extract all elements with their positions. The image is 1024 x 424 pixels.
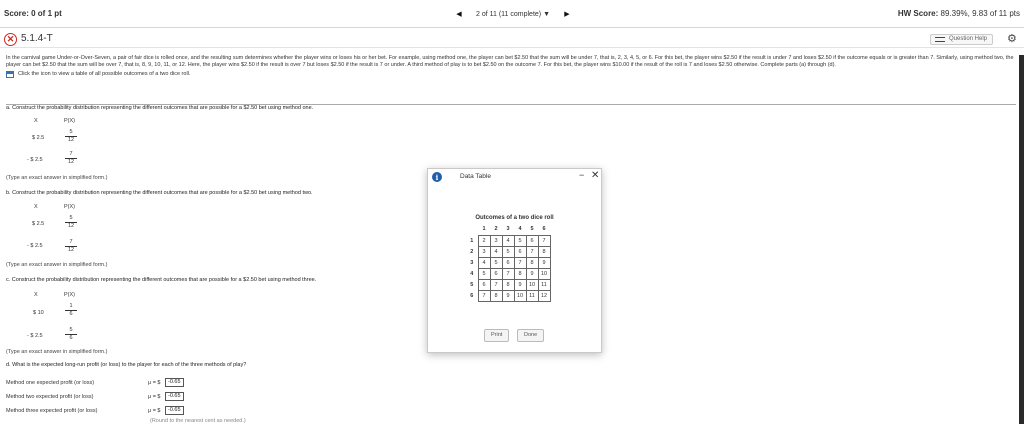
sum-cell: 9 — [514, 279, 526, 290]
part-c-prompt: c. Construct the probability distribution representing the different outcomes that are possible for a $2.50 bet using method three. — [6, 277, 317, 283]
sum-cell: 9 — [538, 257, 550, 268]
column-px-header: P(X) — [64, 204, 75, 210]
mu-symbol: μ = $ — [148, 408, 161, 414]
question-title-bar — [0, 30, 1024, 48]
dice-outcomes-table — [466, 224, 551, 302]
menu-icon — [935, 37, 945, 42]
sum-cell: 4 — [502, 235, 514, 246]
method-one-answer-input[interactable]: -0.65 — [165, 378, 184, 387]
method-three-answer-input[interactable]: -0.65 — [165, 406, 184, 415]
outcome-value: $ 2.5 — [32, 221, 45, 227]
sum-cell: 2 — [478, 235, 490, 246]
column-x-header: X — [34, 118, 38, 124]
mu-symbol: μ = $ — [148, 380, 161, 386]
sum-cell: 6 — [490, 268, 502, 279]
outcome-value: $ 10 — [33, 310, 44, 316]
die-two-value: 5 — [470, 281, 474, 288]
sum-cell: 7 — [514, 257, 526, 268]
column-px-header: P(X) — [64, 118, 75, 124]
sum-cell: 7 — [490, 279, 502, 290]
outcome-value: - $ 2.5 — [27, 157, 43, 163]
print-button[interactable]: Print — [484, 329, 509, 342]
done-button[interactable]: Done — [517, 329, 544, 342]
probability-answer[interactable]: $\frac{1}{6}$ — [65, 303, 77, 318]
probability-answer[interactable]: $\frac{5}{12}$ — [65, 215, 77, 230]
next-question-icon[interactable]: ▶ — [564, 11, 570, 18]
sum-cell: 8 — [490, 290, 502, 301]
sum-cell: 8 — [526, 257, 538, 268]
hw-score: HW Score: 89.39%, 9.83 of 11 pts — [897, 9, 1020, 18]
part-b-prompt: b. Construct the probability distribution representing the different outcomes that are possible for a $2.50 bet using method two. — [6, 190, 313, 196]
probability-answer[interactable]: $\frac{7}{12}$ — [65, 239, 77, 254]
sum-cell: 8 — [502, 279, 514, 290]
column-px-header: P(X) — [64, 292, 75, 298]
method-three-label: Method three expected profit (or loss) — [6, 408, 98, 414]
column-x-header: X — [34, 204, 38, 210]
die-one-value: 5 — [530, 226, 534, 233]
table-row — [466, 290, 550, 301]
die-one-value: 6 — [542, 226, 546, 233]
question-id: 5.1.4-T — [21, 33, 53, 44]
table-row — [466, 268, 550, 279]
sum-cell: 8 — [538, 246, 550, 257]
question-progress[interactable]: 2 of 11 (11 complete) ▼ — [476, 10, 550, 18]
sum-cell: 9 — [526, 268, 538, 279]
sum-cell: 4 — [490, 246, 502, 257]
table-row — [466, 279, 550, 290]
sum-cell: 7 — [502, 268, 514, 279]
table-row — [466, 235, 550, 246]
sum-cell: 10 — [538, 268, 550, 279]
sum-cell: 3 — [490, 235, 502, 246]
probability-answer[interactable]: $\frac{7}{12}$ — [65, 151, 77, 166]
sum-cell: 11 — [538, 279, 550, 290]
close-icon[interactable]: ✕ — [591, 170, 600, 181]
table-header-row — [466, 224, 550, 235]
score-label: Score: 0 of 1 pt — [4, 9, 62, 18]
sum-cell: 11 — [526, 290, 538, 301]
info-icon: i — [432, 172, 442, 182]
sum-cell: 10 — [514, 290, 526, 301]
table-row — [466, 257, 550, 268]
question-text: In the carnival game Under-or-Over-Seven, a pair of fair dice is rolled once, and the resulting sum determines whether the player wins or loses his or her bet. For example, using method one, the player can bet $2.50 that the sum will be under 7, that is, 2, 3, 4, 5, or 6. For this bet, the player wins $2.50 if the result is under 7 and loses $2.50 if the outcome equals or is greater than 7. Similarly, using method two, the player can bet $2.50 that the sum will be over 7, that is, 8, 9, 10, 11, or 12. Here, the player wins $2.50 if the result is over 7 but loses $2.50 if the result is 7 or under. A third method of play is to bet $2.50 on the outcome 7. For this bet, the player wins $10.00 if the result of the roll is 7 and loses $2.50 otherwise. Complete parts (a) through (d). — [6, 55, 1014, 68]
sum-cell: 6 — [478, 279, 490, 290]
divider — [6, 104, 1016, 105]
question-content — [6, 55, 1020, 78]
sum-cell: 5 — [502, 246, 514, 257]
outcome-value: - $ 2.5 — [27, 243, 43, 249]
method-one-label: Method one expected profit (or loss) — [6, 380, 95, 386]
scrollbar[interactable] — [1019, 55, 1024, 424]
die-two-value: 2 — [470, 248, 474, 255]
die-two-value: 4 — [470, 270, 474, 277]
minimize-icon[interactable]: − — [579, 170, 585, 180]
outcome-value: $ 2.5 — [32, 135, 45, 141]
part-d-prompt: d. What is the expected long-run profit (or loss) to the player for each of the three methods of play? — [6, 362, 247, 368]
die-one-value: 1 — [482, 226, 486, 233]
table-caption: Outcomes of a two dice roll — [475, 215, 554, 221]
sum-cell: 7 — [526, 246, 538, 257]
dialog-title: Data Table — [460, 173, 491, 180]
gear-icon[interactable]: ⚙ — [1007, 33, 1017, 45]
outcome-value: - $ 2.5 — [27, 333, 43, 339]
sum-cell: 3 — [478, 246, 490, 257]
top-bar — [0, 0, 1024, 28]
answer-format-note: (Type an exact answer in simplified form.) — [6, 262, 108, 268]
column-x-header: X — [34, 292, 38, 298]
answer-format-note: (Type an exact answer in simplified form.) — [6, 175, 108, 181]
sum-cell: 4 — [478, 257, 490, 268]
question-help-button[interactable]: Question Help — [930, 34, 993, 45]
die-two-value: 3 — [470, 259, 474, 266]
die-one-value: 4 — [518, 226, 522, 233]
sum-cell: 9 — [502, 290, 514, 301]
die-one-value: 2 — [494, 226, 498, 233]
dropdown-arrow-icon: ▼ — [543, 10, 550, 18]
data-table-dialog — [427, 168, 602, 353]
sum-cell: 6 — [526, 235, 538, 246]
sum-cell: 6 — [514, 246, 526, 257]
table-icon[interactable] — [6, 71, 14, 78]
previous-question-icon[interactable]: ◀ — [456, 11, 462, 18]
sum-cell: 5 — [478, 268, 490, 279]
method-two-label: Method two expected profit (or loss) — [6, 394, 94, 400]
sum-cell: 7 — [478, 290, 490, 301]
sum-cell: 7 — [538, 235, 550, 246]
method-two-answer-input[interactable]: -0.65 — [165, 392, 184, 401]
sum-cell: 5 — [514, 235, 526, 246]
incorrect-icon: ✕ — [4, 33, 17, 46]
answer-format-note: (Type an exact answer in simplified form.) — [6, 349, 108, 355]
die-one-value: 3 — [506, 226, 510, 233]
dialog-header — [428, 169, 601, 184]
rounding-note: (Round to the nearest cent as needed.) — [150, 418, 246, 424]
sum-cell: 10 — [526, 279, 538, 290]
sum-cell: 8 — [514, 268, 526, 279]
table-row — [466, 246, 550, 257]
probability-answer[interactable]: $\frac{5}{6}$ — [65, 327, 77, 342]
mu-symbol: μ = $ — [148, 394, 161, 400]
sum-cell: 5 — [490, 257, 502, 268]
data-table-link[interactable]: Click the icon to view a table of all possible outcomes of a two dice roll. — [6, 70, 1020, 78]
part-a-prompt: a. Construct the probability distribution representing the different outcomes that are possible for a $2.50 bet using method one. — [6, 105, 314, 111]
question-navigator — [452, 8, 574, 20]
sum-cell: 12 — [538, 290, 550, 301]
sum-cell: 6 — [502, 257, 514, 268]
probability-answer[interactable]: $\frac{5}{12}$ — [65, 129, 77, 144]
die-two-value: 1 — [470, 237, 474, 244]
die-two-value: 6 — [470, 292, 474, 299]
